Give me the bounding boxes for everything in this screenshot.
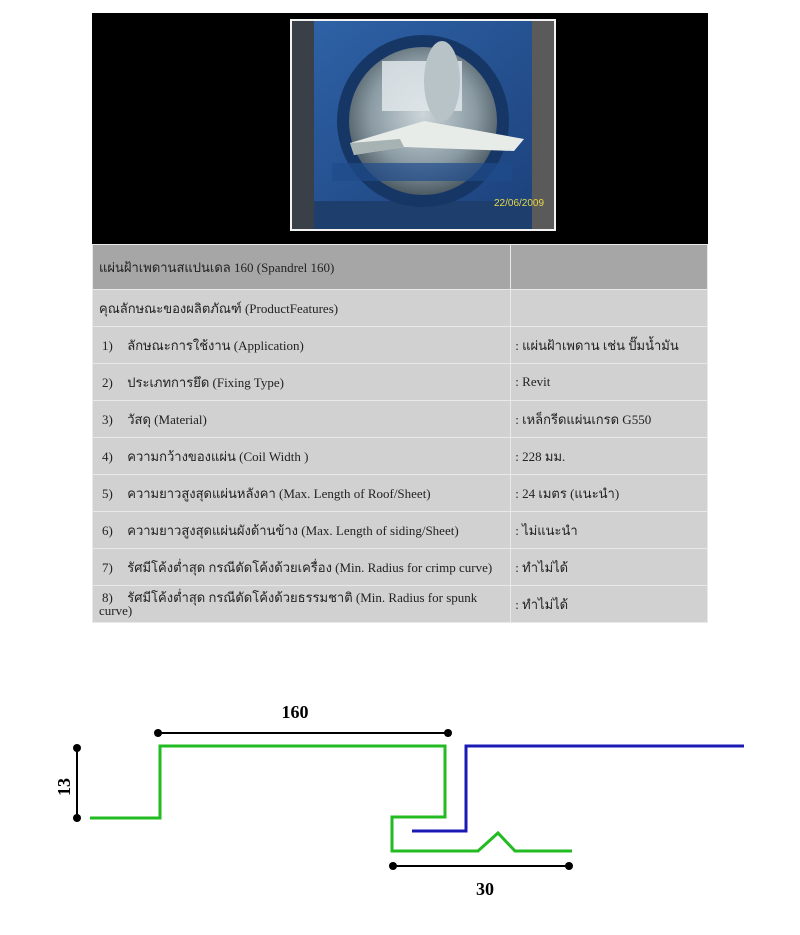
dimension-endpoint <box>565 862 573 870</box>
table-row <box>93 438 708 475</box>
row-value: : ไม่แนะนำ <box>511 512 708 549</box>
row-number: 6) <box>102 522 113 538</box>
adjacent-sheet-line <box>412 746 744 831</box>
features-label: คุณลักษณะของผลิตภัณฑ์ (ProductFeatures) <box>93 290 511 327</box>
row-number: 1) <box>102 337 113 353</box>
features-row <box>93 290 708 327</box>
table-title-row <box>93 245 708 290</box>
spec-table <box>92 244 708 623</box>
table-row <box>93 401 708 438</box>
row-value: : ทำไม่ได้ <box>511 549 708 586</box>
row-number: 8) <box>102 590 113 605</box>
table-title: แผ่นฝ้าเพดานสแปนเดล 160 (Spandrel 160) <box>93 245 511 290</box>
dimension-label-top: 160 <box>281 702 309 722</box>
dimension-endpoint <box>389 862 397 870</box>
dimension-endpoint <box>444 729 452 737</box>
table-row <box>93 475 708 512</box>
row-value: : ทำไม่ได้ <box>511 586 708 623</box>
row-value: : 24 เมตร (แนะนำ) <box>511 475 708 512</box>
row-label: ความยาวสูงสุดแผ่นหลังคา (Max. Length of Roof/Sheet) <box>127 485 431 501</box>
row-value: : Revit <box>511 364 708 401</box>
spandrel-profile-line <box>90 746 572 851</box>
photo-date-stamp: 22/06/2009 <box>494 198 545 209</box>
table-row <box>93 512 708 549</box>
row-number: 2) <box>102 374 113 390</box>
table-row <box>93 327 708 364</box>
product-photo <box>290 19 556 231</box>
row-label: ความยาวสูงสุดแผ่นผังด้านข้าง (Max. Length of siding/Sheet) <box>127 522 459 538</box>
row-label: ลักษณะการใช้งาน (Application) <box>127 337 304 353</box>
photo-section <box>92 13 708 244</box>
dimension-endpoint <box>154 729 162 737</box>
table-row <box>93 549 708 586</box>
row-number: 7) <box>102 559 113 575</box>
row-number: 4) <box>102 448 113 464</box>
dimension-label-left: 13 <box>54 778 74 796</box>
row-value: : แผ่นฝ้าเพดาน เช่น ปั๊มน้ำมัน <box>511 327 708 364</box>
table-row <box>93 586 708 623</box>
row-label: ความกว้างของแผ่น (Coil Width ) <box>127 448 309 464</box>
row-label: รัศมีโค้งต่ำสุด กรณีดัดโค้งด้วยธรรมชาติ (Min. Radius for spunk curve) <box>99 590 478 618</box>
profile-diagram <box>0 690 800 920</box>
row-value: : เหล็กรีดแผ่นเกรด G550 <box>511 401 708 438</box>
machine-photo-illustration <box>292 21 554 229</box>
row-number: 5) <box>102 485 113 501</box>
table-title-empty <box>511 245 708 290</box>
row-label: วัสดุ (Material) <box>127 411 207 427</box>
row-number: 3) <box>102 411 113 427</box>
row-value: : 228 มม. <box>511 438 708 475</box>
table-row <box>93 364 708 401</box>
dimension-label-bottom: 30 <box>476 879 494 899</box>
dimension-endpoint <box>73 744 81 752</box>
dimension-endpoint <box>73 814 81 822</box>
row-label: รัศมีโค้งต่ำสุด กรณีดัดโค้งด้วยเครื่อง (Min. Radius for crimp curve) <box>127 559 493 575</box>
row-label: ประเภทการยึด (Fixing Type) <box>127 374 284 390</box>
features-empty <box>511 290 708 327</box>
